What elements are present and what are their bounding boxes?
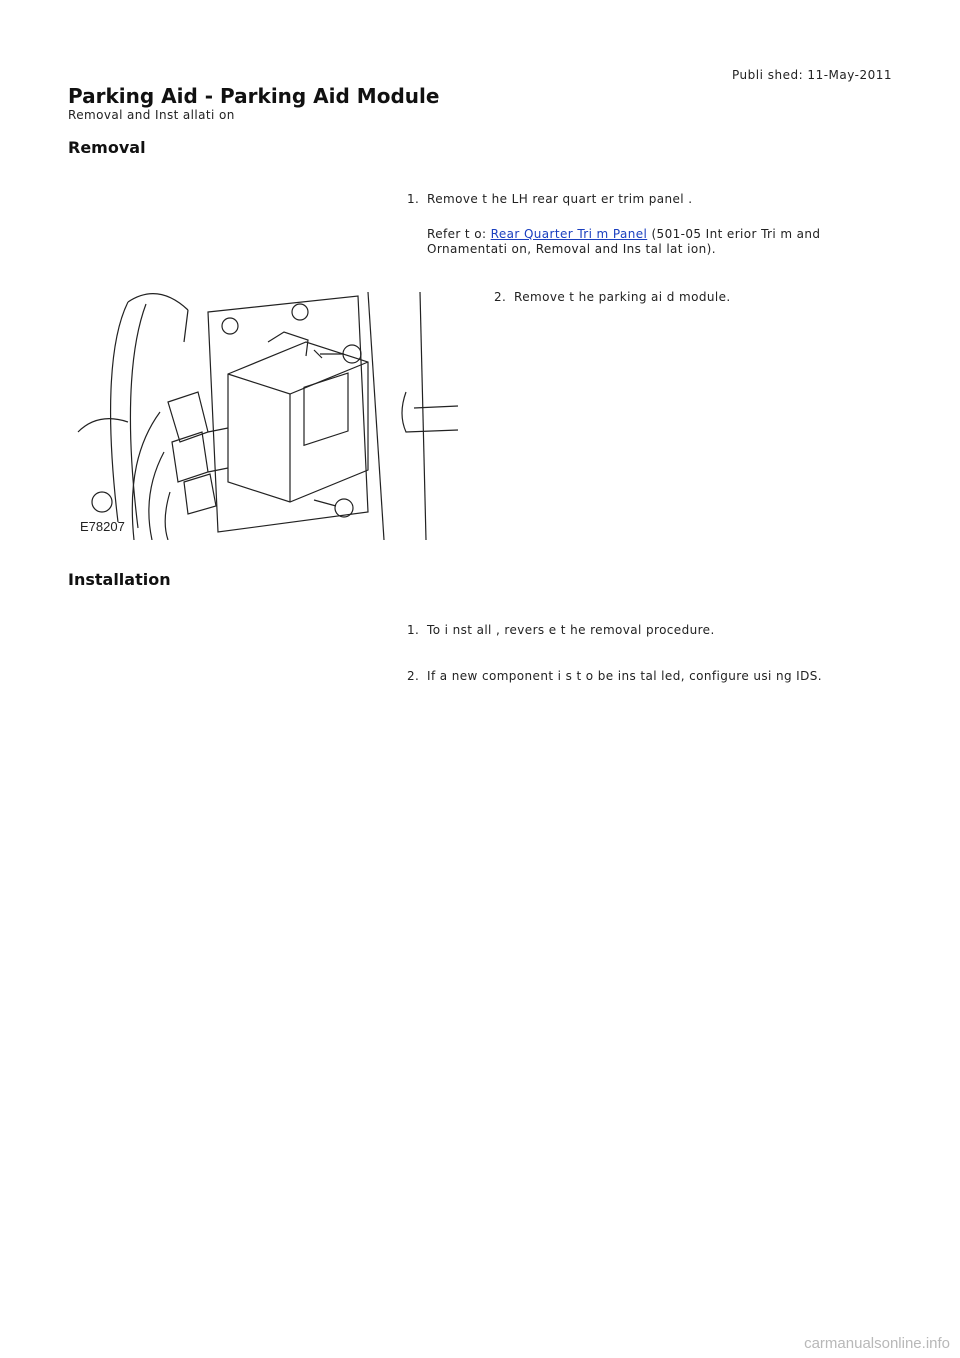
step-text: If a new component i s t o be ins tal led, configure usi ng IDS. [427,669,822,683]
reference-note [427,227,857,257]
removal-heading: Removal [68,138,146,157]
step-text: To i nst all , revers e t he removal procedure. [427,623,715,637]
reference-suffix: (501-05 Int erior Tri m and Ornamentati on, Removal and Ins tal lat ion). [427,227,821,256]
step-text: Remove t he LH rear quart er trim panel . [427,192,693,206]
installation-heading: Installation [68,570,171,589]
step-number: 1. [407,623,420,637]
published-date: Publi shed: 11-May-2011 [731,68,892,82]
step-number: 2. [494,290,507,304]
step-text: Remove t he parking ai d module. [514,290,731,304]
reference-prefix: Refer t o: [427,227,491,241]
figure-label: E78207 [80,519,125,534]
page-subtitle: Removal and Inst allati on [68,108,235,122]
step-number: 2. [407,669,420,683]
parking-aid-module-illustration [68,282,460,540]
page-title: Parking Aid - Parking Aid Module [68,84,440,108]
watermark: carmanualsonline.info [804,1335,950,1352]
rear-quarter-trim-panel-link[interactable]: Rear Quarter Tri m Panel [490,227,648,241]
step-number: 1. [407,192,420,206]
